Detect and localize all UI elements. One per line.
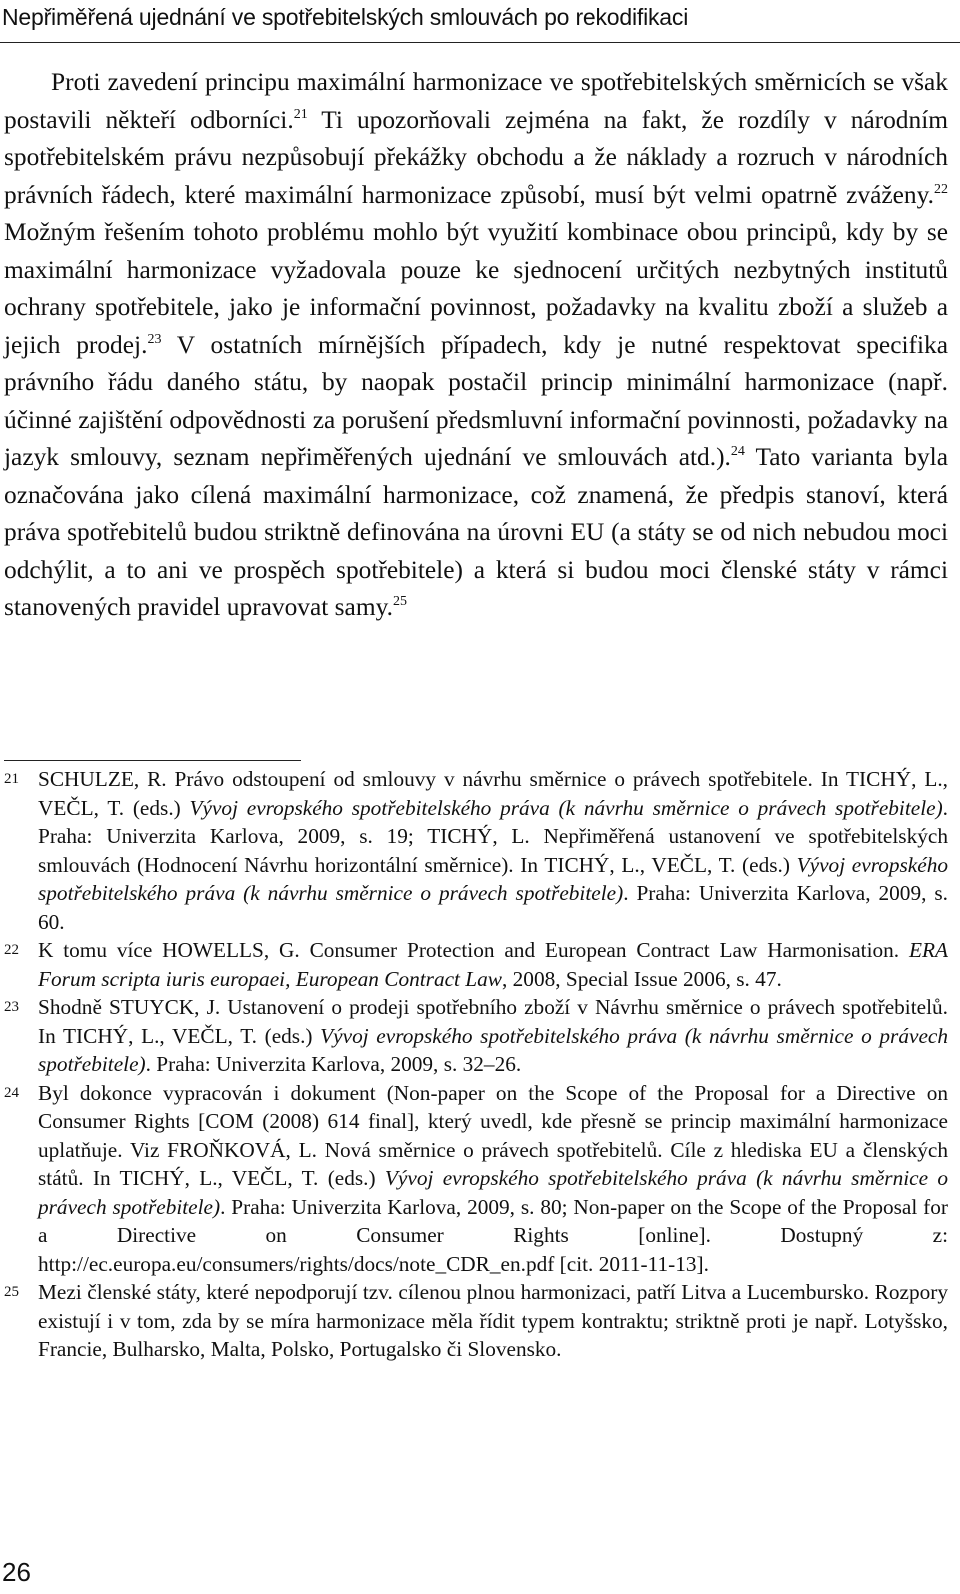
footnote-title-italic: ERA Forum scripta iuris europaei, European Contract Law — [38, 938, 948, 991]
footnote-text — [38, 995, 948, 1076]
footnote-text-part: Mezi členské státy, které nepodporují tzv. cílenou plnou harmonizaci, patří Litva a Lucembursko. Rozpory existují i v tom, zda by se míra harmonizace měla řídit typem kontraktu; striktně proti je např. Lotyšsko, Francie, Bulharsko, Malta, Polsko, Portugalsko či Slovensko. — [38, 1280, 948, 1361]
body-sentence-3: Možným řešením tohoto problému mohlo být využití kombinace obou principů, kdy by se maximální harmonizace vyžadovala pouze ke sjednocení určitých nezbytných institutů ochrany spotřebitele, jako je informační povinnost, požadavky na kvalitu zboží a služeb a jejich prodej. — [4, 218, 948, 359]
footnote-number: 23 — [4, 999, 19, 1015]
footnote-ref-23[interactable]: 23 — [147, 331, 162, 347]
footnote-title-italic: Vývoj evropského spotřebitelského práva (k návrhu směrnice o právech spotřebitele) — [38, 1166, 949, 1219]
footnote-number: 21 — [4, 771, 19, 787]
footnote-24 — [4, 1079, 948, 1279]
footnote-ref-24[interactable]: 24 — [730, 444, 745, 459]
footnote-text-part: . Praha: Univerzita Karlova, 2009, s. 19; TICHÝ, L. Nepřiměřená ustanovení ve spotřebitelských smlouvách (Hodnocení Návrhu horizontální směrnice). In TICHÝ, L., VEČL, T. (eds.) — [38, 795, 948, 877]
footnote-text-part: K tomu více HOWELLS, G. Consumer Protection and European Contract Law Harmonisation. — [38, 938, 909, 962]
footnote-text — [38, 1280, 948, 1361]
footnote-text-part: . Praha: Univerzita Karlova, 2009, s. 32–26. — [145, 1052, 522, 1076]
footnote-text-part: SCHULZE, R. Právo odstoupení od smlouvy v návrhu směrnice o právech spotřebitele. In TICHÝ, L., VEČL, T. (eds.) — [38, 767, 948, 820]
footnote-22 — [4, 936, 948, 993]
footnote-text-part: Shodně STUYCK, J. Ustanovení o prodeji spotřebního zboží v Návrhu směrnice o právech spotřebitelů. In TICHÝ, L., VEČL, T. (eds.) — [38, 995, 948, 1048]
footnote-text-part: , 2008, Special Issue 2006, s. 47. — [502, 966, 782, 991]
footnote-title-italic: Vývoj evropského spotřebitelského práva (k návrhu směrnice o právech spotřebitele) — [189, 795, 943, 820]
running-header: Nepřiměřená ujednání ve spotřebitelských smlouvách po rekodifikaci — [2, 4, 689, 30]
footnote-23 — [4, 993, 948, 1079]
footnote-text — [38, 1081, 948, 1276]
footnote-ref-22[interactable]: 22 — [934, 181, 948, 197]
body-paragraph — [4, 64, 948, 627]
footnote-ref-21[interactable]: 21 — [293, 106, 308, 122]
header-rule — [0, 42, 960, 43]
footnote-number: 22 — [4, 942, 19, 958]
page-number: 26 — [2, 1557, 31, 1587]
footnote-25 — [4, 1278, 948, 1364]
body-sentence-1: Proti zavedení principu maximální harmonizace ve spotřebitelských směrnicích se však postavili někteří odborníci. — [4, 68, 948, 134]
footnote-title-italic: Vývoj evropského spotřebitelského práva (k návrhu směrnice o právech spotřebitele) — [38, 1023, 948, 1076]
footnote-text — [38, 767, 948, 934]
footnote-separator — [4, 760, 301, 761]
body-sentence-5: Tato varianta byla označována jako cílená maximální harmonizace, což znamená, že předpis stanoví, která práva spotřebitelů budou striktně definována na úrovni EU (a státy se od nich nebudou moci odchýlit, a to ani ve prospěch spotřebitele) a která si budou moci členské státy v rámci stanovených pravidel upravovat samy. — [4, 443, 948, 621]
footnote-number: 24 — [4, 1084, 19, 1101]
footnote-text-part: . Praha: Univerzita Karlova, 2009, s. 60. — [38, 881, 948, 934]
footnote-21 — [4, 765, 948, 936]
body-sentence-2: Ti upozorňovali zejména na fakt, že rozdíly v národním spotřebitelském právu nezpůsobují překážky obchodu a že náklady a rozruch v národních právních řádech, které maximální harmonizace způsobí, musí být velmi opatrně zváženy. — [4, 105, 949, 209]
footnote-text-part: Byl dokonce vypracován i dokument (Non-paper on the Scope of the Proposal for a Directive on Consumer Rights [COM (2008) 614 final], který uvedl, kde přesně se princip maximální harmonizace uplatňuje. Viz FROŇKOVÁ, L. Nová směrnice o právech spotřebitelů. Cíle z hlediska EU a členských států. In TICHÝ, L., VEČL, T. (eds.) — [38, 1080, 948, 1190]
footnote-number: 25 — [4, 1284, 19, 1300]
footnote-text-part: . Praha: Univerzita Karlova, 2009, s. 80; Non-paper on the Scope of the Proposal for a Directive on Consumer Rights [online]. Dostupný z: http://ec.europa.eu/consumers/rights/docs/note_CDR_en.pdf [cit. 2011-11-13]. — [38, 1194, 948, 1276]
footnote-ref-25[interactable]: 25 — [392, 594, 407, 609]
footnotes-section — [4, 765, 948, 1364]
footnote-text — [38, 938, 948, 991]
body-sentence-4: V ostatních mírnějších případech, kdy je nutné respektovat specifika právního řádu daného státu, by naopak postačil princip minimální harmonizace (např. účinné zajištění odpovědnosti za porušení předsmluvní informační povinnosti, požadavky na jazyk smlouvy, seznam nepřiměřených ujednání ve smlouvách atd.). — [4, 330, 948, 471]
footnote-title-italic: Vývoj evropského spotřebitelského práva (k návrhu směrnice o právech spotřebitele) — [38, 852, 948, 905]
